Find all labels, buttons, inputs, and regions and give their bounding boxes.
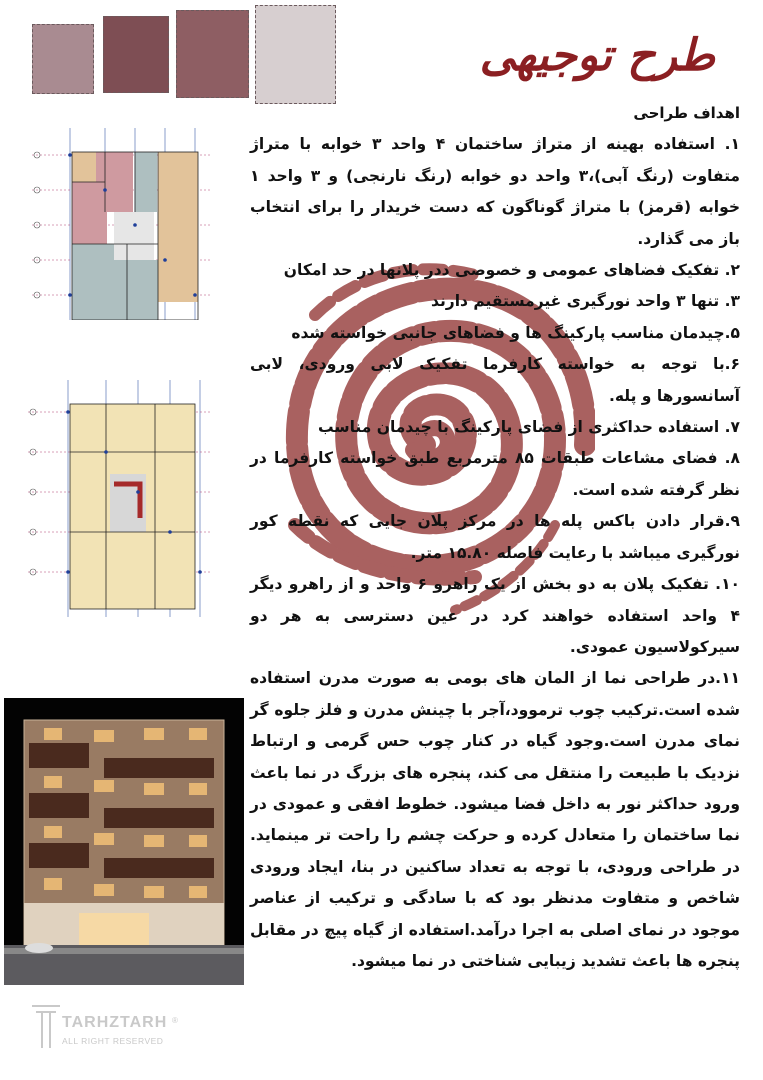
goal-item: ۵.چیدمان مناسب پارکینگ ها و فضاهای جانبی خواسته شده <box>291 323 740 342</box>
registered-mark: ® <box>172 1016 178 1025</box>
goal-item: ۱۱.در طراحی نما از المان های بومی به صورت مدرن استفاده شده است.ترکیب چوب ترموود،آجر با چینش مدرن و فلز جلوه گر نمای مدرن است.وجود گیاه در کنار چوب حس گرمی و ارتباط نزدیک با طبیعت را منتقل می کند، پنجره های بزرگ در نما باعث ورود حداکثر نور به داخل فضا میشود. خطوط افقی و عمودی در نما ساختمان را متعادل کرده و حرکت چشم را راحت تر مینماید. در طراحی ورودی، با توجه به تعداد ساکنین در بنا، ایجاد ورودی شاخص و متفاوت مدنظر بود که با سادگی و ترکیب از عناصر موجود در نمای اصلی به اجرا درآمد.استفاده از گیاه پیچ در مقابل پنجره ها باعث تشدید زیبایی شناختی در نما میشود. <box>250 669 740 970</box>
color-swatch-1 <box>32 24 94 94</box>
goal-item: ۷. استفاده حداکثری از فضای پارکینگ با چیدمان مناسب <box>317 418 740 437</box>
goal-item: ۱۰. تفکیک پلان به دو بخش از یک راهرو ۶ واحد و از راهرو دیگر ۴ واحد استفاده خواهند کرد در عین دسترسی به هر دو سیرکولاسیون عمودی. <box>250 575 740 656</box>
section-heading: اهداف طراحی <box>633 104 740 122</box>
page-title: طرح توجیهی <box>479 30 715 81</box>
logo-tagline: ALL RIGHT RESERVED <box>62 1036 164 1046</box>
floor-plan-colored <box>10 120 210 320</box>
color-swatch-3 <box>176 10 249 98</box>
floor-plan-yellow <box>10 372 210 617</box>
building-render-image <box>4 698 244 985</box>
goal-item: ۲. تفکیک فضاهای عمومی و خصوصی ددر پلانها در حد امکان <box>283 261 740 280</box>
logo-name: TARHZTARH <box>62 1014 168 1031</box>
design-goals-text <box>250 98 740 977</box>
color-swatch-4 <box>255 5 336 104</box>
goal-item: ۸. فضای مشاعات طبقات ۸۵ مترمربع طبق خواسته کارفرما در نظر گرفته شده است. <box>250 449 740 499</box>
color-swatch-2 <box>103 16 169 93</box>
goal-item: ۱. استفاده بهینه از متراژ ساختمان ۴ واحد ۳ خوابه با متراژ متفاوت (رنگ آبی)،۳ واحد دو خوابه (رنگ نارنجی) و ۳ واحد ۱ خوابه (قرمز) با متراژ گوناگون که دست خریدار را برای انتخاب باز می گذارد. <box>250 135 740 248</box>
goal-item: ۳. تنها ۳ واحد نورگیری غیرمستقیم دارند <box>431 292 740 311</box>
goal-item: ۹.قرار دادن باکس پله ها در مرکز پلان جایی که نقطه کور نورگیری میباشد با رعایت فاصله ۱۵.۸۰ متر. <box>250 512 740 562</box>
goal-item: ۶.با توجه به خواسته کارفرما تفکیک لابی ورودی، لابی آسانسورها و پله. <box>250 355 740 405</box>
